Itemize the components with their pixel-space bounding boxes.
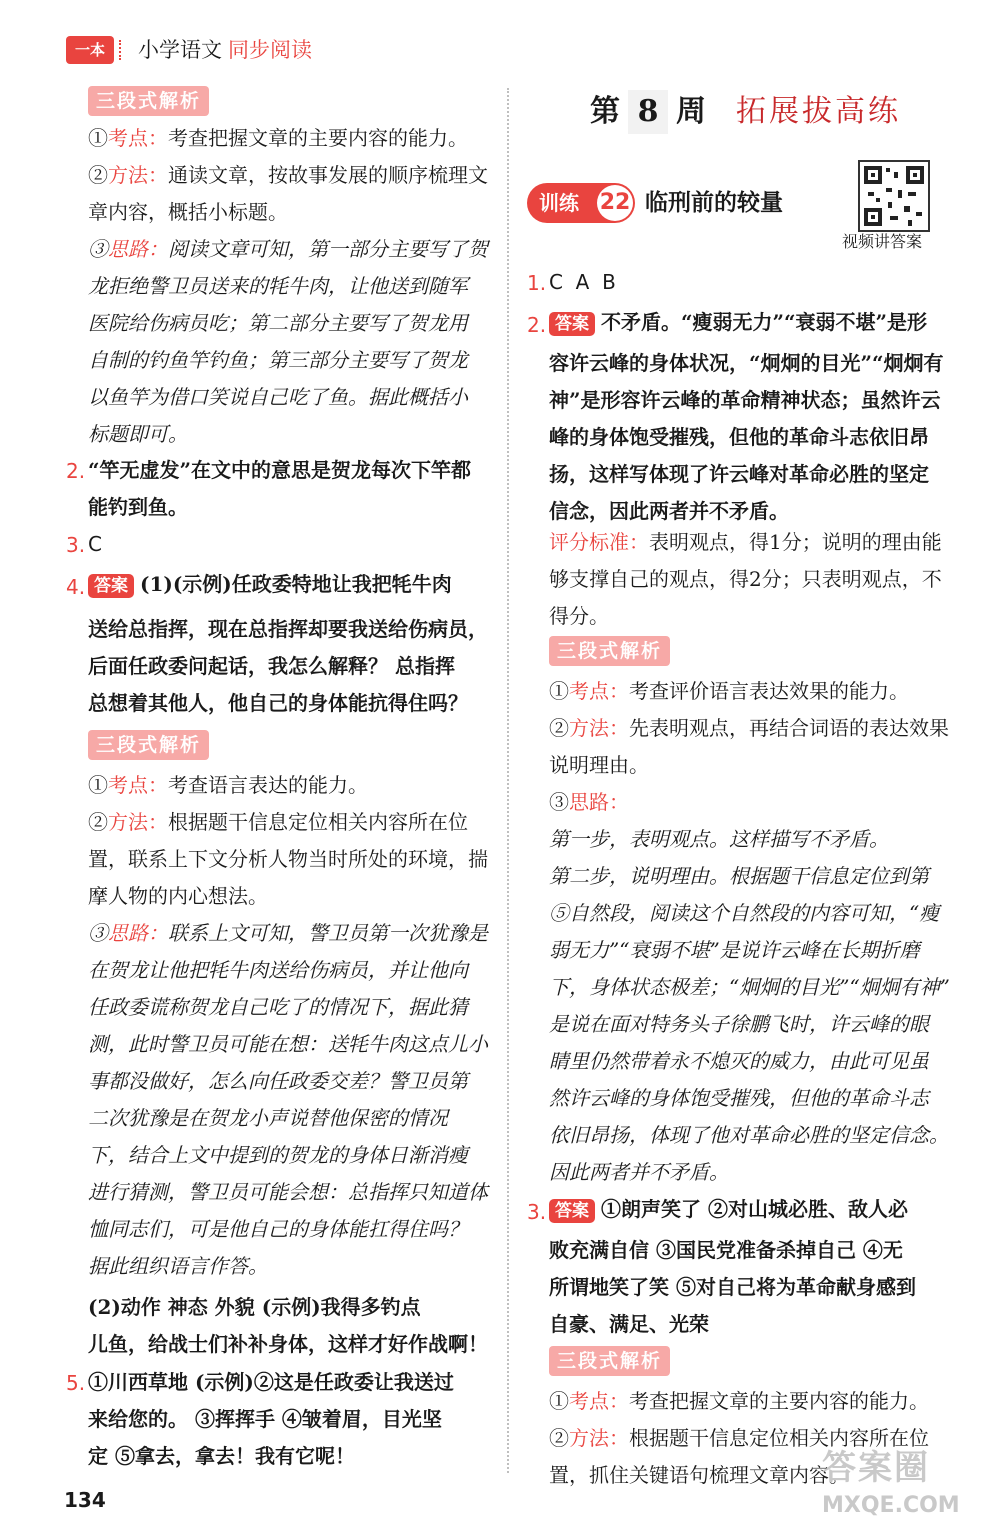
answer-line: ①朗声笑了 ②对山城必胜、敌人必: [601, 1197, 908, 1221]
answer-line: (1)(示例)任政委特地让我把牦牛肉: [140, 572, 452, 596]
answer-line: 所谓地笑了笑 ⑤对自己将为革命献身感到: [549, 1275, 916, 1299]
brand-logo: 一本: [66, 36, 114, 64]
answer-line: C A B: [549, 270, 616, 294]
watermark-text: 答案圈: [822, 1448, 930, 1488]
text-line: 弱无力”“衰弱不堪”是说许云峰在长期折磨: [549, 938, 920, 962]
question-number: 5.: [66, 1371, 86, 1395]
text-line: 章内容，概括小标题。: [88, 200, 288, 224]
question-number: 3.: [527, 1200, 547, 1224]
book-title: 小学语文: [138, 38, 222, 62]
answer-badge: 答案: [549, 312, 595, 336]
text-line: 据此组织语言作答。: [88, 1254, 268, 1278]
text-line: 下，身体状态极差；“炯炯的目光”“炯炯有神”: [549, 975, 950, 999]
text-line: 是说在面对特务头子徐鹏飞时，许云峰的眼: [549, 1012, 929, 1036]
text-line: 然许云峰的身体饱受摧残，但他的革命斗志: [549, 1086, 929, 1110]
text-line: 恤同志们，可是他自己的身体能扛得住吗？: [88, 1217, 468, 1241]
text-line: 因此两者并不矛盾。: [549, 1160, 729, 1184]
answer-line: C: [88, 532, 102, 556]
text-line: ②方法：通读文章，按故事发展的顺序梳理文: [88, 163, 488, 187]
text-line: ②方法：根据题干信息定位相关内容所在位: [88, 810, 468, 834]
training-label: 训练: [539, 191, 579, 215]
week-prefix: 第: [590, 94, 620, 129]
answer-line: 自豪、满足、光荣: [549, 1312, 709, 1336]
text-line: 置，联系上下文分析人物当时所处的环境，揣: [88, 847, 488, 871]
text-line: 摩人物的内心想法。: [88, 884, 268, 908]
text-line: 第一步，表明观点。这样描写不矛盾。: [549, 827, 889, 851]
text-line: 龙拒绝警卫员送来的牦牛肉，让他送到随军: [88, 274, 468, 298]
text-line: 自制的钓鱼竿钓鱼；第三部分主要写了贺龙: [88, 348, 468, 372]
text-line: 医院给伤病员吃；第二部分主要写了贺龙用: [88, 311, 468, 335]
answer-line: 峰的身体饱受摧残，但他的革命斗志依旧昂: [549, 425, 929, 449]
watermark-url: MXQE.COM: [822, 1493, 960, 1518]
text-line: ③思路：: [549, 790, 629, 814]
text-line: ②方法：根据题干信息定位相关内容所在位: [549, 1426, 929, 1450]
text-line: 任政委谎称贺龙自己吃了的情况下，据此猜: [88, 995, 468, 1019]
section-tag: 三段式解析: [88, 86, 209, 116]
training-badge: [527, 183, 635, 223]
question-number: 2.: [66, 459, 86, 483]
text-line: 下，结合上文中提到的贺龙的身体日渐消瘦: [88, 1143, 468, 1167]
answer-badge: 答案: [88, 574, 134, 598]
training-number: 22: [597, 185, 633, 221]
text-line: 置，抓住关键语句梳理文章内容。: [549, 1463, 849, 1487]
text-line: ③思路：阅读文章可知，第一部分主要写了贺: [88, 237, 488, 261]
answer-line: 信念，因此两者并不矛盾。: [549, 499, 789, 523]
answer-line: 后面任政委问起话，我怎么解释？ 总指挥: [88, 654, 455, 678]
text-line: ①考点：考查评价语言表达效果的能力。: [549, 679, 909, 703]
answer-line: 容许云峰的身体状况，“炯炯的目光”“炯炯有: [549, 351, 944, 375]
qr-code[interactable]: [858, 160, 930, 232]
answer-line: 能钓到鱼。: [88, 495, 188, 519]
section-tag: 三段式解析: [88, 730, 209, 760]
text-line: 二次犹豫是在贺龙小声说替他保密的情况: [88, 1106, 448, 1130]
text-line: 进行猜测，警卫员可能会想：总指挥只知道体: [88, 1180, 488, 1204]
answer-line: “竿无虚发”在文中的意思是贺龙每次下竿都: [88, 458, 472, 482]
header-title: [138, 34, 312, 64]
page-number: 134: [64, 1488, 106, 1512]
answer-line: 不矛盾。“瘦弱无力”“衰弱不堪”是形: [601, 310, 928, 334]
question-number: 3.: [66, 533, 86, 557]
week-title: 拓展拔高练: [736, 94, 901, 129]
section-tag: 三段式解析: [549, 1346, 670, 1376]
week-number: 8: [628, 90, 668, 134]
text-line: ③思路：联系上文可知，警卫员第一次犹豫是: [88, 921, 488, 945]
scoring-line: 得分。: [549, 604, 609, 628]
answer-line: 定 ⑤拿去，拿去！我有它呢！: [88, 1444, 355, 1468]
text-line: 测，此时警卫员可能在想：送牦牛肉这点儿小: [88, 1032, 488, 1056]
answer-line: 扬，这样写体现了许云峰对革命必胜的坚定: [549, 462, 929, 486]
answer-line: (2)动作 神态 外貌 (示例)我得多钓点: [88, 1295, 421, 1319]
answer-line: 神”是形容许云峰的革命精神状态；虽然许云: [549, 388, 941, 412]
week-suffix: 周: [676, 94, 706, 129]
text-line: ⑤自然段，阅读这个自然段的内容可知，“瘦: [549, 901, 940, 925]
text-line: 事都没做好，怎么向任政委交差？警卫员第: [88, 1069, 468, 1093]
text-line: ①考点：考查语言表达的能力。: [88, 773, 368, 797]
text-line: ①考点：考查把握文章的主要内容的能力。: [88, 126, 468, 150]
text-line: 依旧昂扬，体现了他对革命必胜的坚定信念。: [549, 1123, 949, 1147]
text-line: 说明理由。: [549, 753, 649, 777]
qr-code-icon: [860, 162, 928, 230]
scoring-line: 评分标准：表明观点，得1分；说明的理由能: [549, 530, 942, 554]
question-number: 4.: [66, 575, 86, 599]
answer-line: 败充满自信 ③国民党准备杀掉自己 ④无: [549, 1238, 903, 1262]
answer-line: 总想着其他人，他自己的身体能抗得住吗？: [88, 691, 468, 715]
header-divider: [119, 40, 124, 60]
week-heading: [590, 90, 901, 134]
text-line: 睛里仍然带着永不熄灭的威力，由此可见虽: [549, 1049, 929, 1073]
book-subtitle: 同步阅读: [228, 38, 312, 62]
watermark: [822, 1440, 960, 1518]
text-line: 标题即可。: [88, 422, 188, 446]
answer-line: 来给您的。 ③挥挥手 ④皱着眉，目光坚: [88, 1407, 442, 1431]
text-line: ②方法：先表明观点，再结合词语的表达效果: [549, 716, 949, 740]
answer-line: 儿鱼，给战士们补补身体，这样才好作战啊！: [88, 1332, 488, 1356]
text-line: 以鱼竿为借口笑说自己吃了鱼。据此概括小: [88, 385, 468, 409]
text-line: 在贺龙让他把牦牛肉送给伤病员，并让他向: [88, 958, 468, 982]
text-line: 第二步，说明理由。根据题干信息定位到第: [549, 864, 929, 888]
answer-line: ①川西草地 (示例)②这是任政委让我送过: [88, 1370, 454, 1394]
answer-line: 送给总指挥，现在总指挥却要我送给伤病员，: [88, 617, 488, 641]
text-line: ①考点：考查把握文章的主要内容的能力。: [549, 1389, 929, 1413]
section-tag: 三段式解析: [549, 636, 670, 666]
answer-badge: 答案: [549, 1199, 595, 1223]
qr-caption: 视频讲答案: [842, 232, 923, 251]
question-number: 2.: [527, 313, 547, 337]
scoring-line: 够支撑自己的观点，得2分；只表明观点，不: [549, 567, 942, 591]
question-number: 1.: [527, 271, 547, 295]
column-divider: [507, 88, 509, 1473]
training-title: 临刑前的较量: [645, 189, 783, 216]
